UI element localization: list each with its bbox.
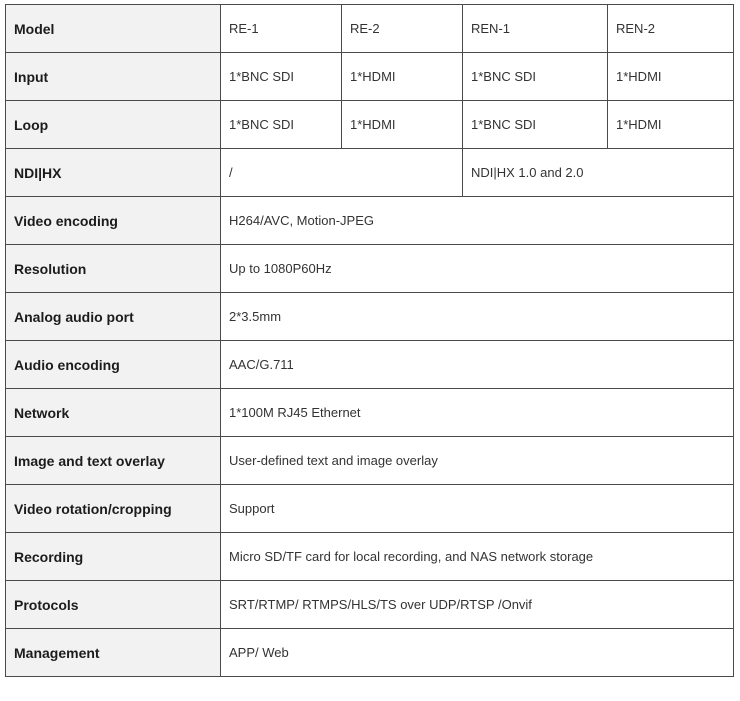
input-value: 1*HDMI <box>608 53 734 101</box>
loop-value: 1*BNC SDI <box>463 101 608 149</box>
table-row <box>6 197 734 245</box>
row-label-loop: Loop <box>6 101 221 149</box>
row-value: SRT/RTMP/ RTMPS/HLS/TS over UDP/RTSP /Onvif <box>221 581 734 629</box>
table-row <box>6 629 734 677</box>
input-value: 1*BNC SDI <box>221 53 342 101</box>
input-value: 1*BNC SDI <box>463 53 608 101</box>
table-row <box>6 389 734 437</box>
row-label: Network <box>6 389 221 437</box>
row-label: Video encoding <box>6 197 221 245</box>
row-label-ndi: NDI|HX <box>6 149 221 197</box>
model-ren-2: REN-2 <box>608 5 734 53</box>
model-re-1: RE-1 <box>221 5 342 53</box>
row-value: 1*100M RJ45 Ethernet <box>221 389 734 437</box>
table-row <box>6 341 734 389</box>
ndi-ren-value: NDI|HX 1.0 and 2.0 <box>463 149 734 197</box>
row-value: AAC/G.711 <box>221 341 734 389</box>
loop-value: 1*HDMI <box>608 101 734 149</box>
ndi-re-value: / <box>221 149 463 197</box>
row-label: Management <box>6 629 221 677</box>
row-value: 2*3.5mm <box>221 293 734 341</box>
loop-value: 1*BNC SDI <box>221 101 342 149</box>
row-value: APP/ Web <box>221 629 734 677</box>
row-label: Analog audio port <box>6 293 221 341</box>
table-row <box>6 581 734 629</box>
row-label: Resolution <box>6 245 221 293</box>
table-row <box>6 437 734 485</box>
row-label-model: Model <box>6 5 221 53</box>
row-value: H264/AVC, Motion-JPEG <box>221 197 734 245</box>
row-label: Image and text overlay <box>6 437 221 485</box>
model-re-2: RE-2 <box>342 5 463 53</box>
row-value: Micro SD/TF card for local recording, and NAS network storage <box>221 533 734 581</box>
table-row <box>6 533 734 581</box>
model-ren-1: REN-1 <box>463 5 608 53</box>
row-label: Protocols <box>6 581 221 629</box>
row-label-input: Input <box>6 53 221 101</box>
input-value: 1*HDMI <box>342 53 463 101</box>
row-value: Support <box>221 485 734 533</box>
loop-value: 1*HDMI <box>342 101 463 149</box>
row-value: User-defined text and image overlay <box>221 437 734 485</box>
table-row <box>6 485 734 533</box>
table-row-ndi <box>6 149 734 197</box>
spec-table <box>5 4 734 677</box>
table-row <box>6 293 734 341</box>
table-row-loop <box>6 101 734 149</box>
row-label: Audio encoding <box>6 341 221 389</box>
row-label: Recording <box>6 533 221 581</box>
table-row <box>6 245 734 293</box>
table-row-model <box>6 5 734 53</box>
table-row-input <box>6 53 734 101</box>
row-value: Up to 1080P60Hz <box>221 245 734 293</box>
row-label: Video rotation/cropping <box>6 485 221 533</box>
